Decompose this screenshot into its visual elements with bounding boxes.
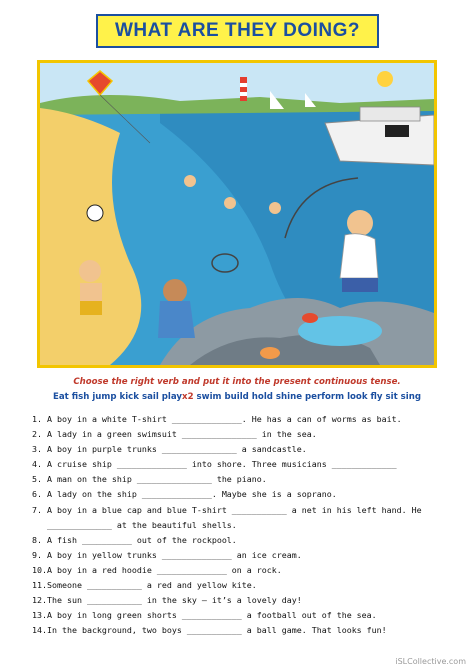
exercise-item-7-continued: _____________ at the beautiful shells. — [32, 519, 237, 530]
page-title: WHAT ARE THEY DOING? — [114, 20, 361, 41]
exercise-item-13: 13.A boy in long green shorts ____________ a football out of the sea. — [32, 610, 377, 621]
verb-bank — [0, 392, 474, 402]
exercise-item-5: 5. A man on the ship _______________ the piano. — [32, 474, 267, 485]
exercise-item-12: 12.The sun ___________ in the sky – it’s a lovely day! — [32, 595, 302, 606]
title-banner — [96, 14, 379, 48]
beach-scene-drawing — [40, 63, 434, 365]
verb-bank-words: Eat fish jump kick sail play — [53, 392, 183, 402]
beach-scene-illustration — [37, 60, 437, 368]
exercise-item-8: 8. A fish __________ out of the rockpool. — [32, 534, 237, 545]
exercise-list — [32, 412, 452, 638]
site-credit: iSLCollective.com — [395, 657, 466, 666]
exercise-item-6: 6. A lady on the ship ______________. Maybe she is a soprano. — [32, 489, 337, 500]
exercise-item-9: 9. A boy in yellow trunks ______________ an ice cream. — [32, 549, 302, 560]
exercise-item-2: 2. A lady in a green swimsuit _______________ in the sea. — [32, 429, 317, 440]
exercise-item-1: 1. A boy in a white T-shirt ______________. He has a can of worms as bait. — [32, 414, 402, 424]
exercise-item-10: 10.A boy in a red hoodie ______________ on a rock. — [32, 564, 282, 575]
exercise-item-7: 7. A boy in a blue cap and blue T-shirt ___________ a net in his left hand. He — [32, 504, 422, 515]
exercise-item-11: 11.Someone ___________ a red and yellow kite. — [32, 580, 257, 591]
verb-bank-words-rest: swim build hold shine perform look fly sit sing — [193, 392, 421, 402]
exercise-item-4: 4. A cruise ship ______________ into shore. Three musicians _____________ — [32, 459, 397, 470]
verb-bank-multiplier: x2 — [182, 392, 194, 402]
exercise-item-14: 14.In the background, two boys ___________ a ball game. That looks fun! — [32, 625, 387, 636]
instruction-text: Choose the right verb and put it into the present continuous tense. — [73, 377, 401, 387]
exercise-item-3: 3. A boy in purple trunks _______________ a sandcastle. — [32, 444, 307, 455]
